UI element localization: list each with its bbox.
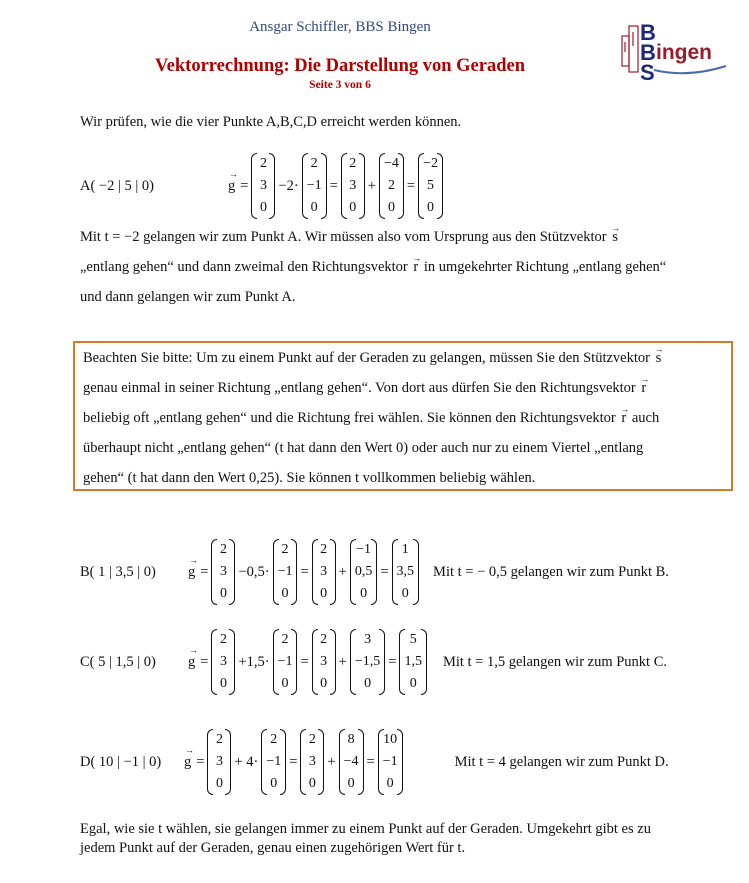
equals-sign: = [329, 177, 338, 194]
vector-component: 0 [219, 676, 227, 691]
plus-sign: + [338, 653, 347, 670]
support-vector [211, 539, 235, 605]
g-letter: g [228, 177, 236, 194]
result-vector [378, 729, 403, 795]
equals-sign: = [196, 753, 205, 770]
arrow-icon: → [189, 554, 198, 565]
vector-component: 1 [401, 542, 409, 557]
g-letter: g [188, 563, 196, 580]
vector-component: 0,5 [354, 564, 373, 579]
vector-r-symbol: → r [411, 252, 420, 282]
expl-a-line3: und dann gelangen wir zum Punkt A. [80, 289, 296, 305]
vector-component: 3 [219, 564, 227, 579]
note-line1: Beachten Sie bitte: Um zu einem Punkt auf der Geraden zu gelangen, müssen Sie den Stützvektor [83, 350, 654, 366]
vector-component: 0 [215, 776, 223, 791]
vector-component: −1,5 [354, 654, 381, 669]
support-vector [312, 539, 336, 605]
arrow-icon: → [620, 404, 630, 414]
scalar-operator: −2· [278, 177, 299, 194]
vector-component: −1 [306, 178, 322, 193]
scaled-direction-vector [350, 629, 385, 695]
arrow-icon: → [611, 223, 621, 233]
note-line5: gehen“ (t hat dann den Wert 0,25). Sie können t vollkommen beliebig wählen. [83, 470, 536, 486]
arrow-icon: → [185, 744, 194, 755]
equals-sign: = [200, 563, 209, 580]
point-label: B( 1 | 3,5 | 0) [80, 563, 156, 580]
result-vector [399, 629, 427, 695]
arrow-icon: → [640, 374, 650, 384]
equals-sign: = [300, 563, 309, 580]
page-number: Seite 3 von 6 [309, 79, 371, 91]
plus-sign: + [327, 753, 336, 770]
equals-sign: = [200, 653, 209, 670]
vector-component: 2 [387, 178, 395, 193]
explanation-a: Mit t = −2 gelangen wir zum Punkt A. Wir müssen also vom Ursprung aus den Stützvektor → s „entlang gehen“ und dann zweimal den Richtungsvektor → r in umgekehrter Richtung „entlang gehen“ und dann gelangen wir zum Punkt A. [80, 222, 666, 312]
conclusion-line1: Egal, wie sie t wählen, sie gelangen immer zu einem Punkt auf der Geraden. Umgekehrt gibt es zu [80, 821, 651, 837]
vector-component: 0 [320, 586, 328, 601]
scaled-direction-vector [339, 729, 364, 795]
vector-component: 0 [281, 676, 289, 691]
vector-component: 0 [364, 676, 372, 691]
equation-row-b [80, 536, 669, 608]
support-vector [300, 729, 324, 795]
vector-component: 2 [281, 542, 289, 557]
vector-component: −4 [343, 754, 359, 769]
vector-component: 0 [387, 200, 395, 215]
expl-a-line2: „entlang gehen“ und dann zweimal den Richtungsvektor [80, 259, 412, 275]
vector-component: 2 [270, 732, 278, 747]
direction-vector [302, 153, 327, 219]
vector-component: 0 [281, 586, 289, 601]
support-vector [211, 629, 235, 695]
vector-component: 3 [215, 754, 223, 769]
arrow-icon: → [229, 168, 238, 179]
vector-component: 2 [320, 542, 328, 557]
scalar-operator: +1,5· [238, 653, 270, 670]
vector-s-symbol: → s [654, 343, 664, 373]
vector-component: 0 [349, 200, 357, 215]
equals-sign: = [388, 653, 397, 670]
vector-component: 2 [281, 632, 289, 647]
vector-component: 2 [310, 156, 318, 171]
logo-letter-s: S [640, 60, 655, 82]
result-note: Mit t = 1,5 gelangen wir zum Punkt C. [442, 653, 668, 670]
vector-component: −2 [423, 156, 438, 171]
vector-component: −4 [383, 156, 399, 171]
plus-sign: + [338, 563, 347, 580]
result-note: Mit t = 4 gelangen wir zum Punkt D. [454, 753, 669, 770]
result-vector [418, 153, 443, 219]
vector-s-symbol: → s [610, 222, 620, 252]
result-vector [392, 539, 420, 605]
vector-component: 0 [320, 676, 328, 691]
logo-letter-b1: B [640, 20, 656, 45]
equation-row-c [80, 626, 667, 698]
point-label: A( −2 | 5 | 0) [80, 177, 154, 194]
vector-r-symbol: → r [619, 403, 628, 433]
vector-component: 2 [349, 156, 357, 171]
equals-sign: = [240, 177, 249, 194]
equals-sign: = [366, 753, 375, 770]
direction-vector [261, 729, 286, 795]
vector-component: 0 [270, 776, 278, 791]
vector-component: −1 [277, 564, 293, 579]
vector-component: 1,5 [404, 654, 422, 669]
vector-g-symbol [188, 644, 198, 671]
note-line2: genau einmal in seiner Richtung „entlang gehen“. Von dort aus dürfen Sie den Richtungsvektor [83, 380, 640, 396]
g-letter: g [184, 753, 192, 770]
vector-component: 8 [347, 732, 355, 747]
equals-sign: = [406, 177, 416, 194]
support-vector [312, 629, 336, 695]
author-line: Ansgar Schiffler, BBS Bingen [249, 19, 431, 35]
vector-component: 2 [219, 632, 227, 647]
vector-component: 10 [383, 732, 398, 747]
vector-g-symbol [228, 168, 238, 195]
result-note: Mit t = − 0,5 gelangen wir zum Punkt B. [433, 563, 669, 580]
equation-row-d [80, 726, 669, 798]
document-title: Vektorrechnung: Die Darstellung von Geraden [155, 56, 525, 76]
vector-component: 5 [409, 632, 417, 647]
vector-component: 2 [259, 156, 267, 171]
scaled-direction-vector [350, 539, 378, 605]
arrow-icon: → [654, 344, 664, 354]
vector-component: 0 [347, 776, 355, 791]
intro-text: Wir prüfen, wie die vier Punkte A,B,C,D erreicht werden können. [80, 114, 462, 130]
equation-row-a [80, 150, 443, 222]
vector-component: 3 [320, 654, 328, 669]
vector-component: 3 [320, 564, 328, 579]
conclusion [80, 820, 651, 858]
vector-component: 5 [427, 178, 435, 193]
vector-component: 2 [308, 732, 316, 747]
g-letter: g [188, 653, 196, 670]
equals-sign: = [300, 653, 309, 670]
logo-word-ingen: ingen [656, 41, 712, 64]
logo-letter-b2: B [640, 40, 656, 65]
support-vector [251, 153, 275, 219]
vector-component: 0 [401, 586, 409, 601]
vector-component: 3 [349, 178, 357, 193]
note-box: Beachten Sie bitte: Um zu einem Punkt auf der Geraden zu gelangen, müssen Sie den Stützvektor → s genau einmal in seiner Richtung „entlang gehen“. Von dort aus dürfen Sie den Richtungsvektor → r beliebig oft „entlang gehen“ und die Richtung frei wählen. Sie können den Richtungsvektor → r auch überhaupt nicht „entlang gehen“ (t hat dann den Wert 0) oder auch nur zu einem Viertel „entlang gehen“ (t hat dann den Wert 0,25). Sie können t vollkommen beliebig wählen. [73, 341, 733, 491]
vector-component: 0 [308, 776, 316, 791]
vector-component: 2 [219, 542, 227, 557]
plus-sign: + [367, 177, 376, 194]
vector-component: 0 [386, 776, 394, 791]
support-vector [341, 153, 365, 219]
scalar-operator: −0,5· [238, 563, 270, 580]
vector-r-symbol: → r [639, 373, 648, 403]
vector-component: 0 [310, 200, 318, 215]
vector-component: 3 [259, 178, 267, 193]
vector-component: 0 [259, 200, 267, 215]
equals-sign: = [289, 753, 298, 770]
vector-component: 3 [219, 654, 227, 669]
vector-component: −1 [382, 754, 398, 769]
vector-component: −1 [266, 754, 282, 769]
vector-component: 2 [320, 632, 328, 647]
equals-sign: = [380, 563, 389, 580]
vector-component: −1 [356, 542, 372, 557]
point-label: D( 10 | −1 | 0) [80, 753, 162, 770]
vector-component: 0 [427, 200, 435, 215]
vector-g-symbol [188, 554, 198, 581]
vector-component: 2 [215, 732, 223, 747]
vector-component: 3,5 [396, 564, 415, 579]
direction-vector [273, 539, 298, 605]
scaled-direction-vector [379, 153, 404, 219]
vector-component: 0 [409, 676, 417, 691]
bbs-bingen-logo [618, 20, 738, 82]
building-icon [622, 26, 638, 72]
vector-component: −1 [277, 654, 293, 669]
scalar-operator: + 4· [234, 753, 259, 770]
note-line4: überhaupt nicht „entlang gehen“ (t hat dann den Wert 0) oder auch nur zu einem Viertel „entlang [83, 440, 644, 456]
logo-swoosh [654, 66, 726, 73]
arrow-icon: → [412, 253, 422, 263]
arrow-icon: → [189, 644, 198, 655]
conclusion-line2: jedem Punkt auf der Geraden, genau einen zugehörigen Wert für t. [80, 840, 466, 856]
vector-component: 3 [308, 754, 316, 769]
vector-component: 0 [219, 586, 227, 601]
vector-component: 3 [364, 632, 372, 647]
vector-g-symbol [184, 744, 194, 771]
vector-component: 0 [360, 586, 368, 601]
direction-vector [273, 629, 298, 695]
note-line3: beliebig oft „entlang gehen“ und die Richtung frei wählen. Sie können den Richtungsvektor [83, 410, 620, 426]
expl-a-line1: Mit t = −2 gelangen wir zum Punkt A. Wir müssen also vom Ursprung aus den Stützvektor [80, 229, 611, 245]
point-label: C( 5 | 1,5 | 0) [80, 653, 156, 670]
support-vector [207, 729, 231, 795]
